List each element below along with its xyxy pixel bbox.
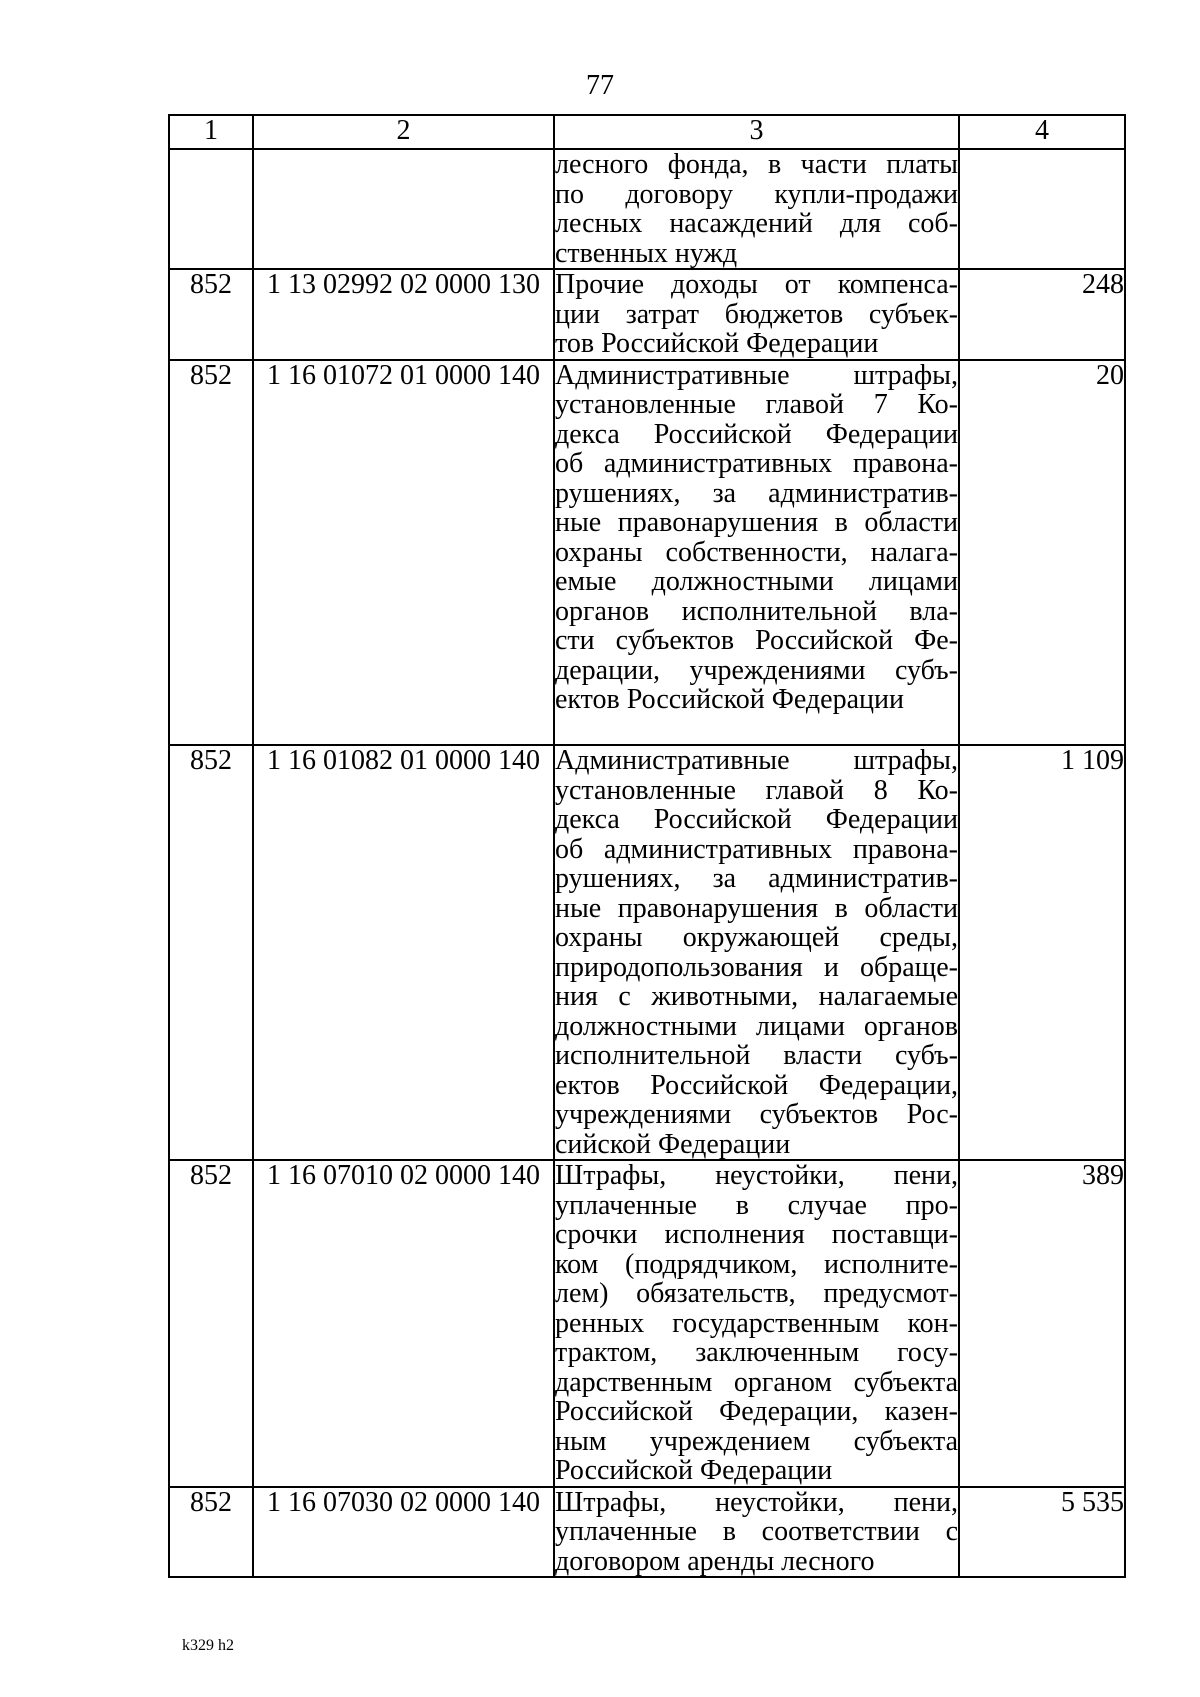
revenue-description-cell <box>554 1487 959 1578</box>
description-line: декса Российской Федерации <box>555 804 958 835</box>
description-line: сийской Федерации <box>555 1128 791 1160</box>
description-line: ные правонарушения в области <box>555 892 958 924</box>
page-number: 77 <box>586 70 614 101</box>
description-line: уплаченные в соответствии с <box>555 1516 958 1547</box>
description-line: дарственным органом субъекта <box>555 1366 958 1398</box>
budget-classification-code-cell: 1 13 02992 02 0000 130 <box>253 269 554 360</box>
column-header-3: 3 <box>554 115 959 149</box>
description-line: Административные штрафы, <box>555 359 958 391</box>
description-line: лесных насаждений для соб- <box>555 208 958 239</box>
description-line: ции затрат бюджетов субъек- <box>555 298 958 330</box>
table-row <box>169 149 1125 269</box>
description-line: охраны окружающей среды, <box>555 922 958 953</box>
description-line: лем) обязательств, предусмот- <box>555 1278 958 1309</box>
column-header-2: 2 <box>253 115 554 149</box>
amount-cell: 389 <box>959 1160 1125 1487</box>
column-header-1: 1 <box>169 115 253 149</box>
admin-code-cell: 852 <box>169 360 253 746</box>
table-row <box>169 360 1125 746</box>
description-line: органов исполнительной вла- <box>555 595 958 627</box>
description-line: Штрафы, неустойки, пени, <box>555 1486 958 1518</box>
description-line: по договору купли-продажи <box>555 178 958 210</box>
table-row <box>169 1487 1125 1578</box>
table-row <box>169 1160 1125 1487</box>
description-line: ком (подрядчиком, исполните- <box>555 1248 958 1280</box>
admin-code-cell: 852 <box>169 745 253 1160</box>
description-line: тов Российской Федерации <box>555 328 879 359</box>
revenue-description-cell <box>554 269 959 360</box>
description-line: трактом, заключенным госу- <box>555 1337 958 1368</box>
revenue-description-cell <box>554 149 959 269</box>
budget-classification-code-cell: 1 16 01082 01 0000 140 <box>253 745 554 1160</box>
description-line: учреждениями субъектов Рос- <box>555 1099 958 1130</box>
description-line: природопользования и обраще- <box>555 951 958 983</box>
description-line: Прочие доходы от компенса- <box>555 269 958 300</box>
description-line: установленные главой 7 Ко- <box>555 389 958 420</box>
description-line: установленные главой 8 Ко- <box>555 774 958 806</box>
description-line: договором аренды лесного <box>555 1545 875 1577</box>
description-line: ные правонарушения в области <box>555 507 958 538</box>
description-line: охраны собственности, налага- <box>555 536 958 568</box>
document-code-footer: k329 h2 <box>182 1637 234 1654</box>
description-line <box>555 715 958 745</box>
revenue-description-cell <box>554 745 959 1160</box>
amount-cell: 1 109 <box>959 745 1125 1160</box>
description-line: сти субъектов Российской Фе- <box>555 625 958 656</box>
description-line: ния с животными, налагаемые <box>555 981 958 1012</box>
description-line: ектов Российской Федерации <box>555 684 904 715</box>
description-line: лесного фонда, в части платы <box>555 149 958 180</box>
column-header-4: 4 <box>959 115 1125 149</box>
table-row <box>169 269 1125 360</box>
amount-cell: 248 <box>959 269 1125 360</box>
amount-cell: 5 535 <box>959 1487 1125 1578</box>
description-line: об административных правона- <box>555 448 958 479</box>
description-line: должностными лицами органов <box>555 1010 958 1042</box>
admin-code-cell: 852 <box>169 269 253 360</box>
admin-code-cell: 852 <box>169 1487 253 1578</box>
description-line: ектов Российской Федерации, <box>555 1069 958 1101</box>
revenue-description-cell <box>554 1160 959 1487</box>
description-line: декса Российской Федерации <box>555 418 958 450</box>
budget-classification-code-cell: 1 16 07030 02 0000 140 <box>253 1487 554 1578</box>
budget-classification-code-cell: 1 16 01072 01 0000 140 <box>253 360 554 746</box>
table-row <box>169 745 1125 1160</box>
description-line: об административных правона- <box>555 833 958 865</box>
description-line: Российской Федерации <box>555 1455 833 1486</box>
description-line: рушениях, за административ- <box>555 477 958 509</box>
description-line: Административные штрафы, <box>555 745 958 776</box>
description-line: ренных государственным кон- <box>555 1307 958 1339</box>
description-line: ным учреждением субъекта <box>555 1425 958 1457</box>
description-line: ственных нужд <box>555 237 738 269</box>
budget-classification-code-cell <box>253 149 554 269</box>
admin-code-cell: 852 <box>169 1160 253 1487</box>
description-line: Штрафы, неустойки, пени, <box>555 1160 958 1191</box>
admin-code-cell <box>169 149 253 269</box>
budget-revenue-table <box>168 114 1126 1578</box>
description-line: емые должностными лицами <box>555 566 958 597</box>
description-line: дерации, учреждениями субъ- <box>555 654 958 686</box>
description-line: уплаченные в случае про- <box>555 1189 958 1221</box>
amount-cell: 20 <box>959 360 1125 746</box>
description-line: Российской Федерации, казен- <box>555 1396 958 1427</box>
budget-classification-code-cell: 1 16 07010 02 0000 140 <box>253 1160 554 1487</box>
description-line: рушениях, за административ- <box>555 863 958 894</box>
table-header-row <box>169 115 1125 149</box>
revenue-description-cell <box>554 360 959 746</box>
description-line: исполнительной власти субъ- <box>555 1040 958 1071</box>
description-line: срочки исполнения поставщи- <box>555 1219 958 1250</box>
amount-cell <box>959 149 1125 269</box>
